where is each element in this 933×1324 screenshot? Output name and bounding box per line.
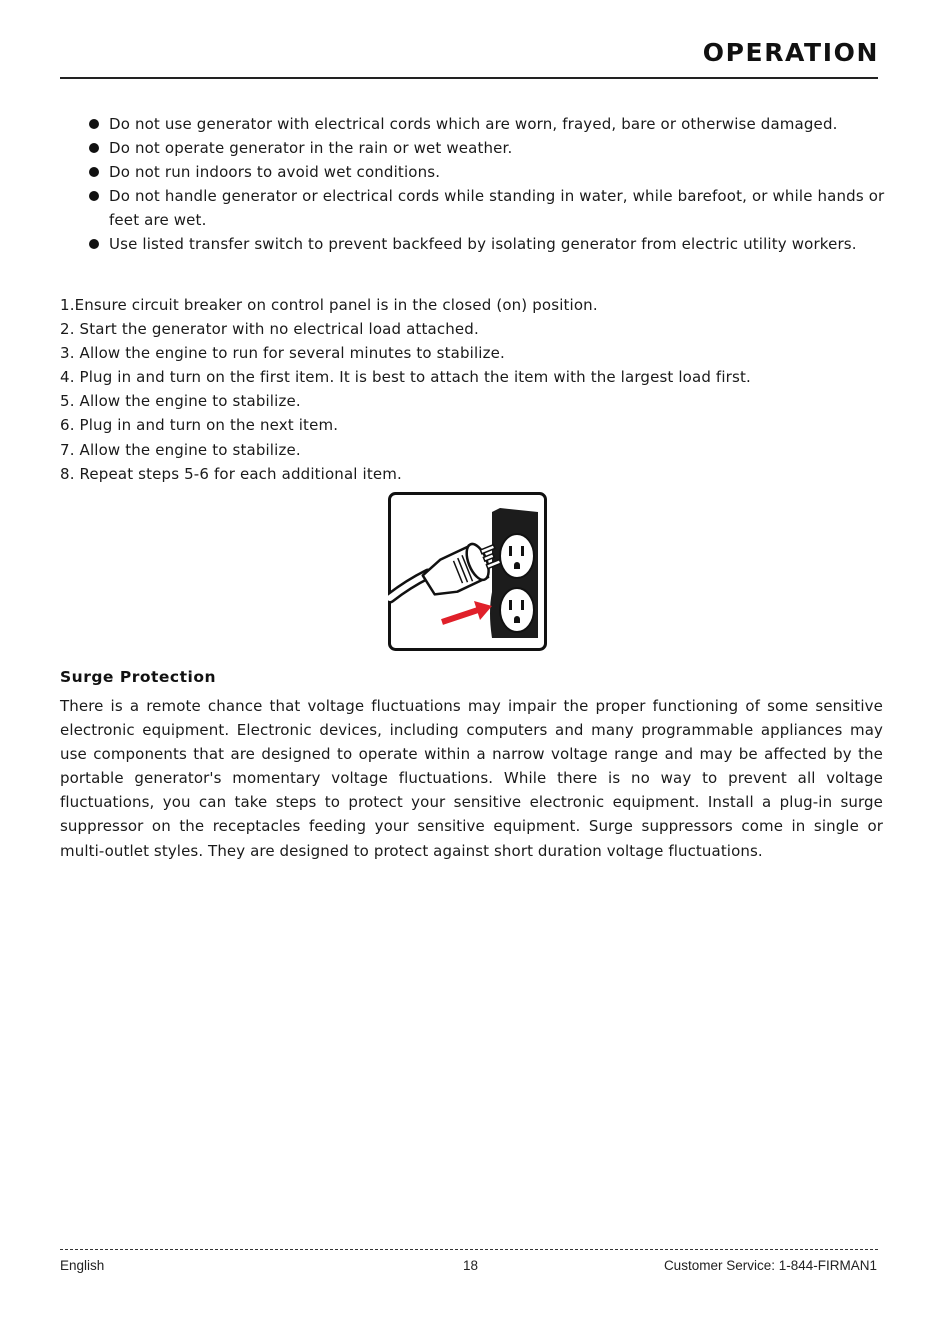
bullet-text: Do not operate generator in the rain or wet weather.	[109, 139, 513, 157]
section-heading: Surge Protection	[60, 668, 217, 686]
title-divider	[60, 77, 878, 79]
bullet-text: Do not handle generator or electrical cords while standing in water, while barefoot, or while hands or feet are wet.	[109, 187, 885, 229]
footer-page-number: 18	[463, 1258, 479, 1273]
step-item: 3. Allow the engine to run for several minutes to stabilize.	[60, 344, 505, 363]
bullet-text: Do not use generator with electrical cords which are worn, frayed, bare or otherwise damaged.	[109, 115, 838, 133]
step-item: 8. Repeat steps 5-6 for each additional item.	[60, 464, 402, 483]
bullet-text: Do not run indoors to avoid wet conditions.	[109, 163, 441, 181]
step-item: 5. Allow the engine to stabilize.	[60, 392, 301, 411]
plug-into-outlet-illustration	[388, 492, 547, 651]
operation-steps-list	[60, 293, 880, 486]
step-item: 2. Start the generator with no electrical load attached.	[60, 320, 479, 339]
bullet-item	[88, 112, 888, 136]
footer-language: English	[60, 1258, 105, 1273]
surge-protection-paragraph: There is a remote chance that voltage fluctuations may impair the proper functioning of some sensitive electronic equipment. Electronic devices, including computers and many programmable appliances may use components that are designed to operate within a narrow voltage range and may be affected by the portable generator's momentary voltage fluctuations. While there is no way to prevent all voltage fluctuations, you can take steps to protect your sensitive electronic equipment. Install a plug-in surge suppressor on the receptacles feeding your sensitive equipment. Surge suppressors come in single or multi-outlet styles. They are designed to protect against short duration voltage fluctuations.	[60, 697, 883, 860]
step-item: 6. Plug in and turn on the next item.	[60, 416, 339, 435]
bullet-dot-icon	[89, 119, 99, 129]
footer-divider	[60, 1249, 878, 1250]
bullet-dot-icon	[89, 143, 99, 153]
bullet-dot-icon	[89, 239, 99, 249]
bullet-text: Use listed transfer switch to prevent backfeed by isolating generator from electric utility workers.	[109, 235, 857, 253]
bullet-dot-icon	[89, 167, 99, 177]
step-item: 7. Allow the engine to stabilize.	[60, 440, 301, 459]
step-item: 1.Ensure circuit breaker on control panel is in the closed (on) position.	[60, 296, 598, 314]
plug-outlet-icon	[388, 492, 547, 651]
bullet-item	[88, 184, 888, 232]
page-title: OPERATION	[702, 38, 879, 67]
safety-bullet-list	[88, 112, 888, 256]
bullet-item	[88, 136, 888, 160]
bullet-item	[88, 232, 888, 256]
footer-customer-service: Customer Service: 1-844-FIRMAN1	[663, 1258, 877, 1273]
step-item: 4. Plug in and turn on the first item. It is best to attach the item with the largest load first.	[60, 368, 751, 387]
bullet-dot-icon	[89, 191, 99, 201]
bullet-item	[88, 160, 888, 184]
